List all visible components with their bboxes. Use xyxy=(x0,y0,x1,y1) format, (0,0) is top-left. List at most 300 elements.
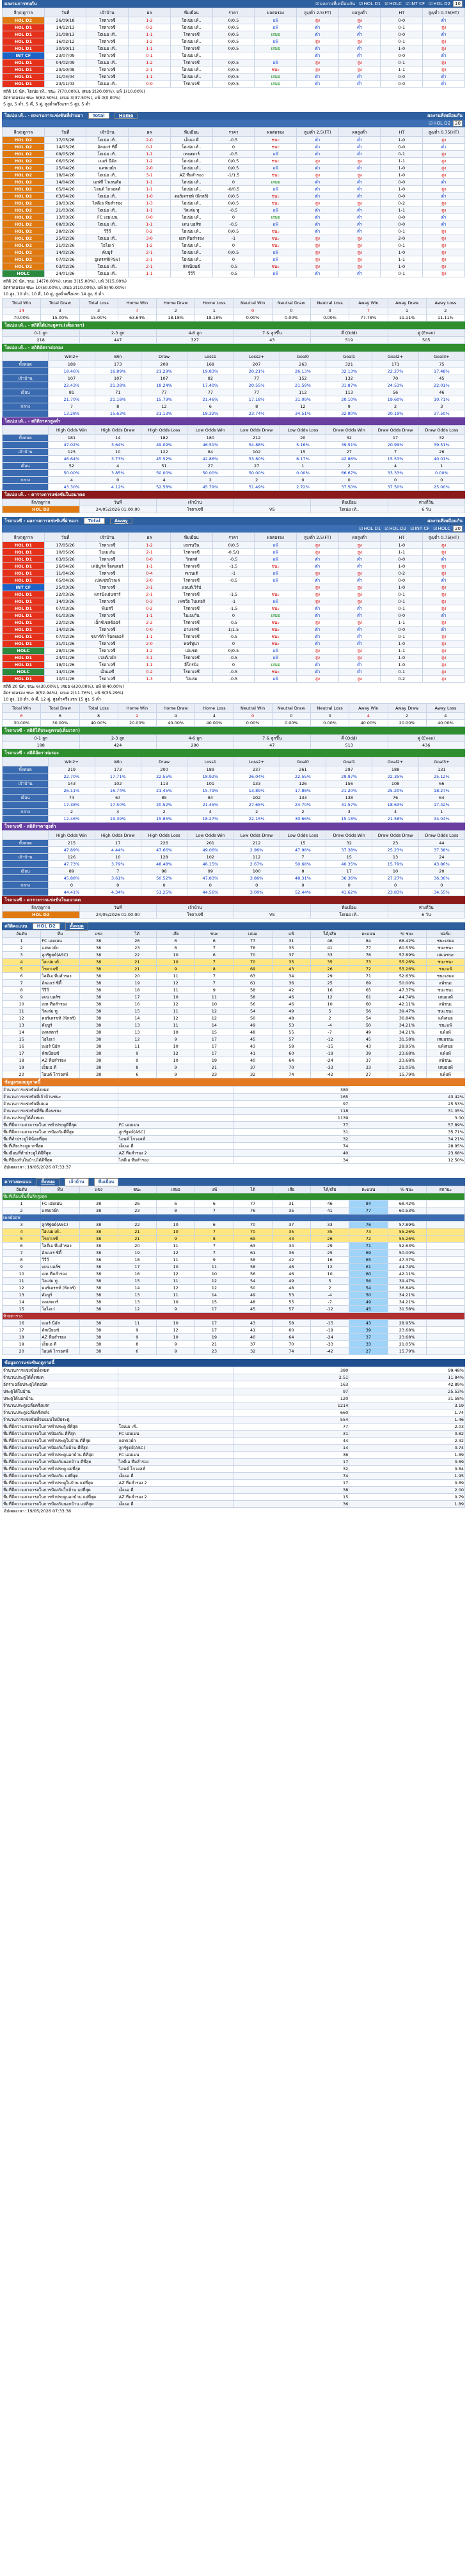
column-header: Win xyxy=(95,757,141,766)
table-row[interactable] xyxy=(3,605,465,612)
table-cell: 1-1 xyxy=(129,179,171,186)
table-cell: สูง xyxy=(338,59,381,66)
row-label xyxy=(3,802,49,809)
table-cell: 0 xyxy=(212,242,255,249)
table-cell: 55 xyxy=(272,1299,310,1306)
table-cell: 1.89 xyxy=(349,1452,465,1459)
table-row[interactable] xyxy=(3,249,465,256)
team-name: ลัสเนียนซ์ xyxy=(41,1327,79,1334)
table-row[interactable] xyxy=(3,1306,465,1313)
table-row[interactable] xyxy=(3,52,465,59)
table-row[interactable] xyxy=(3,1036,465,1043)
checkbox-icon[interactable]: ☑ HOL D1 xyxy=(359,1,381,6)
table-row[interactable] xyxy=(3,1327,465,1334)
table-row[interactable] xyxy=(3,228,465,235)
table-row[interactable] xyxy=(3,959,465,966)
row-label xyxy=(3,396,49,403)
table-row[interactable] xyxy=(3,980,465,987)
table-cell: 1-1 xyxy=(381,207,423,214)
table-row[interactable] xyxy=(3,973,465,980)
table-row xyxy=(3,788,465,795)
table-cell: 6.17% xyxy=(280,456,326,463)
table-cell: -42 xyxy=(311,1348,349,1355)
table-row[interactable] xyxy=(3,1257,465,1264)
table-row[interactable] xyxy=(3,1050,465,1057)
away-header xyxy=(2,517,465,525)
table-cell xyxy=(426,1243,464,1250)
league-badge: HOL D2 xyxy=(3,506,80,513)
table-cell: 15.79% xyxy=(187,788,234,795)
table-row[interactable] xyxy=(3,1043,465,1050)
team-name: แคทเวย์ก xyxy=(41,1207,79,1214)
table-cell: ต่ำ xyxy=(297,640,339,648)
table-cell: 102 xyxy=(187,854,234,861)
tab-away[interactable]: Away xyxy=(110,518,132,524)
table-cell: ต่ำ xyxy=(423,52,465,59)
table-cell: 63 xyxy=(234,1243,272,1250)
row-label xyxy=(3,773,49,780)
table-row[interactable] xyxy=(3,1222,465,1229)
table-cell: 37.50% xyxy=(326,484,372,491)
table-row xyxy=(3,780,465,788)
table-row[interactable] xyxy=(3,1292,465,1299)
table-cell: 25 xyxy=(311,1250,349,1257)
checkbox-icon[interactable]: ☑ HOL D1 xyxy=(359,526,381,531)
table-cell: ชนะ xyxy=(255,144,297,151)
table-cell: 39.51% xyxy=(418,442,464,449)
table-row[interactable] xyxy=(3,669,465,676)
checkbox-icon[interactable]: ☑ HOL D2 xyxy=(429,1,450,6)
table-cell xyxy=(118,1402,234,1409)
table-cell: 15.00% xyxy=(79,314,118,322)
table-row[interactable] xyxy=(3,966,465,973)
table-row xyxy=(3,403,465,410)
table-cell: 4.44% xyxy=(95,847,141,854)
table-row[interactable] xyxy=(3,74,465,81)
column-header: สูง/ต่ำ 2.5(FT) xyxy=(297,8,339,17)
table-cell: 61 xyxy=(234,980,272,987)
table-row[interactable] xyxy=(3,17,465,24)
table-row[interactable] xyxy=(3,1229,465,1236)
table-cell: ต่ำ xyxy=(338,612,381,619)
table-cell: ชนะ xyxy=(255,66,297,74)
row-label: ทั้งหมด xyxy=(3,766,49,773)
table-cell: ทีมที่มีความสามารถในการทำประตูนอกบ้าน ดีที่สุด xyxy=(3,1452,118,1459)
table-row[interactable] xyxy=(3,619,465,626)
table-cell: 2 xyxy=(311,1015,349,1022)
table-cell: 31.05% xyxy=(349,1108,465,1115)
checkbox-icon[interactable]: ☑ HOLC xyxy=(384,1,402,6)
table-row[interactable] xyxy=(3,577,465,584)
table-cell: 54 xyxy=(234,1278,272,1285)
table-row[interactable] xyxy=(3,1348,465,1355)
table-cell: 107 xyxy=(141,375,187,382)
table-cell: สูง xyxy=(338,235,381,242)
table-row[interactable] xyxy=(3,591,465,598)
table-cell: 24.70% xyxy=(280,802,326,809)
table-row[interactable] xyxy=(3,648,465,655)
table-row[interactable] xyxy=(3,179,465,186)
table-cell: ต่ำ xyxy=(338,221,381,228)
table-cell: 17.48% xyxy=(418,368,464,375)
table-cell: 263 xyxy=(280,361,326,368)
table-row[interactable] xyxy=(3,1022,465,1029)
table-cell: 19 xyxy=(118,980,156,987)
table-row[interactable] xyxy=(3,59,465,66)
table-row[interactable] xyxy=(3,938,465,945)
table-cell: 7 xyxy=(195,1207,234,1214)
table-row[interactable] xyxy=(3,200,465,207)
table-row[interactable] xyxy=(3,1299,465,1306)
table-cell: 17.40% xyxy=(187,382,234,389)
table-row[interactable] xyxy=(3,640,465,648)
tab-home[interactable]: Home xyxy=(115,113,138,119)
table-cell: 47.89% xyxy=(49,847,95,854)
table-cell: 77 xyxy=(234,375,280,382)
league-badge: HOLC xyxy=(3,669,45,676)
checkbox-icon[interactable]: ☑ INT CF xyxy=(410,526,429,531)
table-cell: 11 xyxy=(3,1278,41,1285)
table-cell: 0 xyxy=(49,882,95,889)
table-cell: ชนะเสมอ xyxy=(426,973,464,980)
table-row[interactable] xyxy=(3,1200,465,1207)
table-cell: 43.30% xyxy=(49,484,95,491)
table-cell: โฮเน่ย เท้.. xyxy=(170,256,212,263)
fixture-row[interactable] xyxy=(3,506,465,513)
column-header: Goal1 xyxy=(326,757,372,766)
table-row[interactable] xyxy=(3,1243,465,1250)
tab-home[interactable]: เจ้าบ้าน xyxy=(65,1178,89,1186)
table-cell: 37 xyxy=(234,1341,272,1348)
table-cell: 10 xyxy=(157,1334,195,1341)
table-cell: 70.00% xyxy=(3,314,41,322)
table-cell: 1-2 xyxy=(129,59,171,66)
table-cell: 261 xyxy=(280,766,326,773)
column-header: Total Draw xyxy=(41,299,79,307)
table-cell: 37 xyxy=(272,1222,310,1229)
table-cell: 128 xyxy=(141,854,187,861)
table-cell: สูง xyxy=(423,235,465,242)
table-cell: 0-0 xyxy=(381,144,423,151)
table-row[interactable] xyxy=(3,987,465,994)
table-cell: 2-0 xyxy=(129,165,171,172)
column-header: ฟอร์ม xyxy=(426,931,464,938)
table-cell: แพ้เสมอ xyxy=(426,1015,464,1022)
table-cell: 7 xyxy=(195,945,234,952)
table-cell: ทีมที่มีความสามารถในการป้องกันนอกบ้าน ดีที่สุด xyxy=(3,1459,118,1466)
table-cell: อาแจกซ์ xyxy=(170,626,212,633)
table-row[interactable] xyxy=(3,1064,465,1071)
table-row[interactable] xyxy=(3,598,465,605)
table-row[interactable] xyxy=(3,1341,465,1348)
table-cell: 37.50% xyxy=(372,484,418,491)
table-cell: 25.53% xyxy=(349,1388,465,1395)
away-odds-title: โรดาเจซี - สถิติอัตราต่อรอง xyxy=(2,749,465,757)
checkbox-icon[interactable]: ☑ HOLC xyxy=(433,526,450,531)
checkbox-icon[interactable]: ☑ INT CF xyxy=(406,1,425,6)
table-cell: AZ ทีมสำรอง 2 xyxy=(118,1150,234,1157)
column-header: เจ้าบ้าน xyxy=(86,533,129,542)
table-row[interactable] xyxy=(3,1057,465,1064)
table-row[interactable] xyxy=(3,662,465,669)
table-cell: แพ้ xyxy=(255,151,297,158)
table-cell: 4 xyxy=(141,477,187,484)
table-cell: 8 xyxy=(195,966,234,973)
table-cell: 38 xyxy=(79,1001,118,1008)
table-row[interactable] xyxy=(3,158,465,165)
tab-all[interactable]: ทั้งหมด xyxy=(36,1178,59,1186)
column-header: Neutral Win xyxy=(234,299,272,307)
checkbox-icon[interactable]: ☑ HOL D2 xyxy=(429,121,450,126)
table-row[interactable] xyxy=(3,1334,465,1341)
table-row[interactable] xyxy=(3,207,465,214)
table-row[interactable] xyxy=(3,626,465,633)
table-cell: 0 xyxy=(212,640,255,648)
table-row xyxy=(3,875,465,882)
table-row xyxy=(3,868,465,875)
table-cell: 1-1 xyxy=(381,256,423,263)
table-cell xyxy=(426,1250,464,1257)
table-row[interactable] xyxy=(3,563,465,570)
table-row[interactable] xyxy=(3,542,465,549)
table-row[interactable] xyxy=(3,235,465,242)
table-cell: 30.00% xyxy=(3,720,41,727)
table-row[interactable] xyxy=(3,45,465,52)
table-cell: 21.58% xyxy=(372,816,418,823)
table-cell: -12 xyxy=(311,1036,349,1043)
table-cell: 156 xyxy=(326,780,372,788)
table-row[interactable] xyxy=(3,1271,465,1278)
checkbox-icon[interactable]: ☑ ผลงานที่เหมือนกัน xyxy=(315,1,355,8)
team-name: ไลดีเอ ทีมสำรอง xyxy=(41,973,79,980)
table-cell: ต่ำ xyxy=(338,605,381,612)
count-select[interactable]: 10 xyxy=(453,1,463,7)
fixture-row[interactable] xyxy=(3,912,465,919)
table-cell: ซปาร์ต้า ร็อตเตอร์ xyxy=(86,633,129,640)
table-row[interactable] xyxy=(3,1236,465,1243)
table-row[interactable] xyxy=(3,263,465,270)
table-row[interactable] xyxy=(3,655,465,662)
tab-total[interactable]: Total xyxy=(88,113,109,119)
table-cell: AZ ทีมสำรอง 2 xyxy=(118,1480,234,1487)
table-row[interactable] xyxy=(3,1029,465,1036)
table-row[interactable] xyxy=(3,31,465,38)
table-cell: 15 xyxy=(3,1036,41,1043)
table-row[interactable] xyxy=(3,81,465,88)
table-row[interactable] xyxy=(3,193,465,200)
table-cell: 38 xyxy=(79,1348,118,1355)
league-badge: HOL D1 xyxy=(3,31,45,38)
count-select[interactable]: 20 xyxy=(453,525,463,532)
table-row[interactable] xyxy=(3,994,465,1001)
table-row[interactable] xyxy=(3,1207,465,1214)
column-header: Away Draw xyxy=(388,704,426,713)
table-row[interactable] xyxy=(3,186,465,193)
table-row[interactable] xyxy=(3,165,465,172)
table-cell: 9 xyxy=(3,1264,41,1271)
table-cell: 12.46% xyxy=(49,816,95,823)
table-row[interactable] xyxy=(3,214,465,221)
count-select[interactable]: 20 xyxy=(453,120,463,127)
table-row xyxy=(3,389,465,396)
table-cell: 31/01/26 xyxy=(44,640,86,648)
league-badge: HOL D2 xyxy=(3,144,45,151)
table-cell: ลูกรัฐตย์(ASC) xyxy=(118,1129,234,1136)
table-row[interactable] xyxy=(3,945,465,952)
table-row[interactable] xyxy=(3,570,465,577)
ranking-table xyxy=(2,1186,465,1355)
table-row[interactable] xyxy=(3,676,465,683)
table-cell: 4 xyxy=(349,713,388,720)
table-cell: 22.01% xyxy=(418,382,464,389)
table-cell: 1-0 xyxy=(381,186,423,193)
table-row[interactable] xyxy=(3,584,465,591)
table-row[interactable] xyxy=(3,1264,465,1271)
table-cell: 34.21% xyxy=(388,1292,426,1299)
table-row[interactable] xyxy=(3,1250,465,1257)
table-cell: ต่ำ xyxy=(297,81,339,88)
checkbox-icon[interactable]: ผลงานที่เหมือนกัน xyxy=(427,518,463,524)
table-row[interactable] xyxy=(3,1008,465,1015)
table-row[interactable] xyxy=(3,952,465,959)
table-cell: 11.84% xyxy=(349,1374,465,1381)
table-cell: 15.53% xyxy=(372,456,418,463)
table-cell: 10 xyxy=(311,1001,349,1008)
table-cell: 0 xyxy=(212,144,255,151)
table-cell: 8 xyxy=(95,403,141,410)
table-cell: 46 xyxy=(272,1264,310,1271)
tab-league[interactable]: HOL D2 xyxy=(33,923,60,929)
table-cell: 31 xyxy=(234,1431,349,1438)
table-row[interactable] xyxy=(3,1001,465,1008)
table-row[interactable] xyxy=(3,38,465,45)
table-cell: 30/10/11 xyxy=(44,45,86,52)
table-cell: ต่ำ xyxy=(338,179,381,186)
table-cell: โรดาเจซี xyxy=(157,506,234,513)
table-row[interactable] xyxy=(3,24,465,31)
tab-away[interactable]: ทีมเยือน xyxy=(94,1178,119,1186)
table-cell: 1-3 xyxy=(129,676,171,683)
team-name: โฮเน่ย เท้.. xyxy=(41,959,79,966)
table-row[interactable] xyxy=(3,1015,465,1022)
table-cell: 45 xyxy=(349,1036,388,1043)
team-name: ดอร์เดรชท์ (พิกลร์) xyxy=(41,1285,79,1292)
table-cell: 15.79% xyxy=(388,1348,426,1355)
table-row[interactable] xyxy=(3,1071,465,1078)
table-cell: 77 xyxy=(234,938,272,945)
table-cell: โฮเน่ย เท้.. xyxy=(86,151,129,158)
home-odds-title: โฮเน่ย เท้.. - สถิติอัตราต่อรอง xyxy=(2,344,465,352)
table-cell: 38 xyxy=(79,987,118,994)
table-cell: 23 xyxy=(195,1071,234,1078)
table-row[interactable] xyxy=(3,1320,465,1327)
table-cell: โฮเน่ย เท้.. xyxy=(170,228,212,235)
table-cell: 200 xyxy=(141,766,187,773)
table-cell: 1-1 xyxy=(381,549,423,556)
table-row xyxy=(3,1438,465,1445)
table-cell: 4 xyxy=(3,959,41,966)
table-cell: 20 xyxy=(3,1348,41,1355)
table-cell: โฮเน่ย เท้.. xyxy=(170,200,212,207)
table-row[interactable] xyxy=(3,172,465,179)
table-cell: 60 xyxy=(272,1327,310,1334)
table-cell: 0 xyxy=(311,713,349,720)
table-row[interactable] xyxy=(3,1285,465,1292)
table-cell: 41 xyxy=(234,1050,272,1057)
table-row[interactable] xyxy=(3,556,465,563)
team-name: อัลเมเร่ ซิตี้ xyxy=(41,1250,79,1257)
table-cell: 0-1 xyxy=(381,151,423,158)
table-cell: 41.62% xyxy=(326,889,372,896)
tab-all[interactable]: ทั้งหมด xyxy=(65,922,88,931)
table-cell: ชนะแพ้ xyxy=(426,966,464,973)
table-cell: 11 xyxy=(157,973,195,980)
table-cell: 7 xyxy=(3,1250,41,1257)
table-row[interactable] xyxy=(3,242,465,249)
table-cell: 1-0 xyxy=(381,172,423,179)
table-row[interactable] xyxy=(3,221,465,228)
table-row[interactable] xyxy=(3,1278,465,1285)
table-row[interactable] xyxy=(3,151,465,158)
table-cell: สูง xyxy=(338,66,381,74)
table-cell: สูง xyxy=(297,158,339,165)
table-cell: 73 xyxy=(349,1229,388,1236)
table-cell: โฮเน่ย เท้.. xyxy=(170,249,212,256)
table-cell: วิเทสส์ xyxy=(170,556,212,563)
column-header: 7 & ลูกขึ้น xyxy=(234,330,311,337)
table-cell: เสมอ xyxy=(255,81,297,88)
table-row[interactable] xyxy=(3,633,465,640)
table-cell: 69 xyxy=(349,980,388,987)
table-row[interactable] xyxy=(3,144,465,151)
table-cell: 76 xyxy=(349,1222,388,1229)
table-cell: 09/05/26 xyxy=(44,151,86,158)
table-cell: 38 xyxy=(79,1257,118,1264)
table-row[interactable] xyxy=(3,549,465,556)
table-cell: ต่ำ xyxy=(297,193,339,200)
table-cell: -1 xyxy=(212,235,255,242)
table-cell: 9 xyxy=(118,1327,156,1334)
league-badge: HOL D1 xyxy=(3,45,45,52)
table-cell: ไนเมเก้น xyxy=(86,549,129,556)
table-cell xyxy=(118,1416,234,1424)
checkbox-icon[interactable]: ผลงานที่เหมือนกัน xyxy=(427,113,463,118)
away-title: โรดาเจซี - ผลงานการแข่งขันที่ผ่านมา xyxy=(4,518,79,524)
table-row[interactable] xyxy=(3,256,465,263)
table-cell: 26/09/18 xyxy=(44,17,86,24)
table-row[interactable] xyxy=(3,66,465,74)
table-row xyxy=(3,882,465,889)
team-name: อัลเมเร่ ซิตี้ xyxy=(41,980,79,987)
table-cell: -1 xyxy=(212,570,255,577)
table-cell: 3-1 xyxy=(129,172,171,179)
table-row[interactable] xyxy=(3,270,465,277)
table-row[interactable] xyxy=(3,137,465,144)
table-cell: ทเวนเต้ xyxy=(170,570,212,577)
checkbox-icon[interactable]: ☑ HOL D2 xyxy=(384,526,406,531)
table-cell: 2 xyxy=(187,477,234,484)
row-label: ทั้งหมด xyxy=(3,361,49,368)
tab-total[interactable]: Total xyxy=(84,518,105,524)
table-cell: 0-2 xyxy=(381,200,423,207)
table-row[interactable] xyxy=(3,612,465,619)
table-cell: 50.52% xyxy=(141,875,187,882)
table-cell: -1.5 xyxy=(212,563,255,570)
table-row xyxy=(3,854,465,861)
table-cell: 77 xyxy=(349,945,388,952)
table-cell: 215 xyxy=(49,840,95,847)
table-cell: 47 xyxy=(234,742,311,749)
